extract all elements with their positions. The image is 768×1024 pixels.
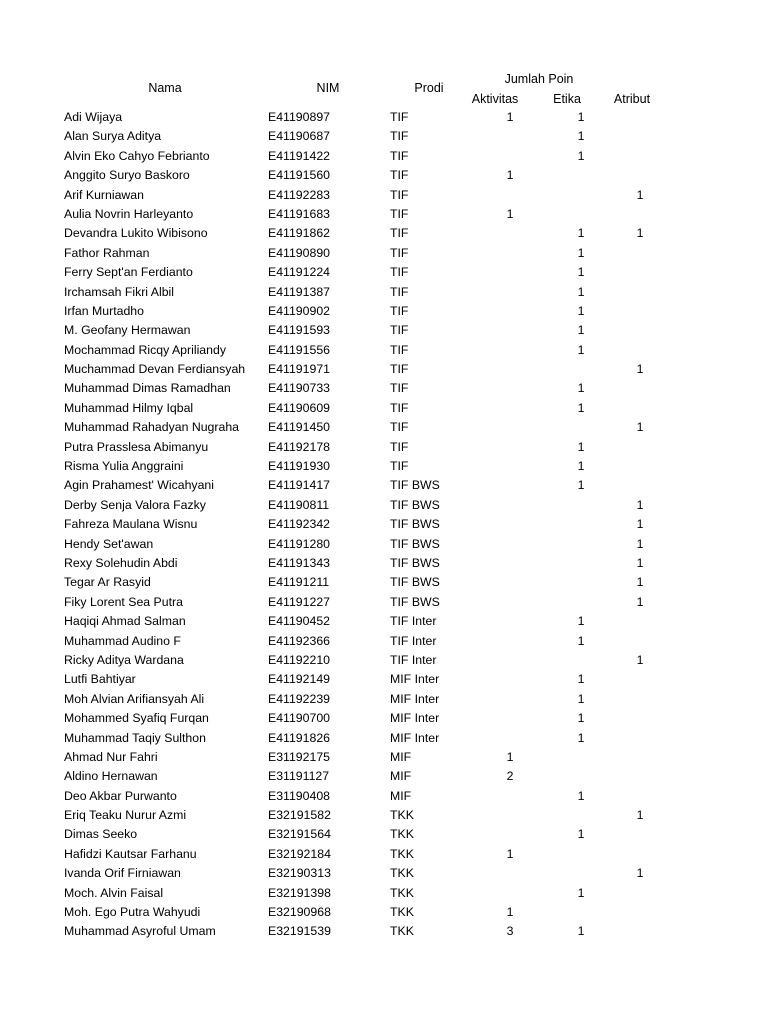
cell-etika: 1 <box>577 323 585 338</box>
cell-nim: E41191422 <box>268 148 331 163</box>
cell-nim: E41190687 <box>268 129 331 144</box>
cell-nama: Lutfi Bahtiyar <box>64 672 136 687</box>
cell-nama: Aulia Novrin Harleyanto <box>64 206 194 221</box>
table-row <box>0 825 768 844</box>
cell-nama: Eriq Teaku Nurur Azmi <box>64 808 187 823</box>
cell-atribut: 1 <box>636 187 644 202</box>
cell-prodi: MIF <box>390 788 412 803</box>
table-row <box>0 476 768 495</box>
cell-prodi: TIF <box>390 129 409 144</box>
cell-atribut: 1 <box>636 420 644 435</box>
cell-etika: 1 <box>577 788 585 803</box>
cell-prodi: TKK <box>390 885 414 900</box>
cell-nim: E41191862 <box>268 226 331 241</box>
cell-etika: 1 <box>577 614 585 629</box>
cell-atribut: 1 <box>636 866 644 881</box>
cell-etika: 1 <box>577 342 585 357</box>
cell-etika: 1 <box>577 381 585 396</box>
table-row <box>0 593 768 612</box>
cell-prodi: TIF Inter <box>390 633 437 648</box>
cell-nim: E32191564 <box>268 827 331 842</box>
cell-atribut: 1 <box>636 808 644 823</box>
cell-nama: Deo Akbar Purwanto <box>64 788 177 803</box>
cell-prodi: TIF BWS <box>390 594 440 609</box>
table-row <box>0 438 768 457</box>
cell-prodi: TIF <box>390 206 409 221</box>
table-row <box>0 787 768 806</box>
cell-atribut: 1 <box>636 362 644 377</box>
cell-nim: E41192366 <box>268 633 331 648</box>
cell-nim: E41191556 <box>268 342 331 357</box>
cell-prodi: TIF BWS <box>390 478 440 493</box>
cell-nama: Anggito Suryo Baskoro <box>64 168 190 183</box>
table-row <box>0 166 768 185</box>
cell-nama: Mochammad Ricqy Apriliandy <box>64 342 226 357</box>
cell-etika: 1 <box>577 827 585 842</box>
cell-etika: 1 <box>577 284 585 299</box>
cell-etika: 1 <box>577 148 585 163</box>
cell-nim: E32192184 <box>268 846 331 861</box>
table-row <box>0 457 768 476</box>
cell-etika: 1 <box>577 303 585 318</box>
cell-nim: E41191280 <box>268 536 331 551</box>
cell-nim: E31191127 <box>268 769 330 784</box>
cell-prodi: TIF Inter <box>390 614 437 629</box>
table-row <box>0 341 768 360</box>
table-row <box>0 806 768 825</box>
header-etika: Etika <box>553 92 581 106</box>
header-atribut: Atribut <box>613 92 651 106</box>
cell-nim: E41191971 <box>268 362 331 377</box>
cell-nama: Muchammad Devan Ferdiansyah <box>64 362 246 377</box>
cell-prodi: MIF Inter <box>390 730 440 745</box>
cell-atribut: 1 <box>636 226 644 241</box>
cell-prodi: TIF BWS <box>390 555 440 570</box>
table-row <box>0 651 768 670</box>
table-row <box>0 321 768 340</box>
cell-nama: Hendy Set'awan <box>64 536 154 551</box>
cell-atribut: 1 <box>636 575 644 590</box>
cell-nama: Irfan Murtadho <box>64 303 144 318</box>
table-row <box>0 709 768 728</box>
cell-etika: 1 <box>577 226 585 241</box>
cell-nama: Risma Yulia Anggraini <box>64 459 184 474</box>
table-row <box>0 922 768 941</box>
cell-prodi: TIF <box>390 381 409 396</box>
cell-etika: 1 <box>577 711 585 726</box>
cell-nim: E41191593 <box>268 323 331 338</box>
cell-nim: E41191417 <box>268 478 331 493</box>
header-nim: NIM <box>316 81 340 95</box>
table-row <box>0 147 768 166</box>
cell-nama: Tegar Ar Rasyid <box>64 575 151 590</box>
cell-atribut: 1 <box>636 497 644 512</box>
cell-nama: Adi Wijaya <box>64 110 123 124</box>
table-row <box>0 670 768 689</box>
cell-nim: E41192342 <box>268 517 331 532</box>
cell-etika: 1 <box>577 265 585 280</box>
table-row <box>0 418 768 437</box>
cell-nim: E41190452 <box>268 614 331 629</box>
cell-nim: E32191398 <box>268 885 331 900</box>
cell-prodi: TIF <box>390 439 409 454</box>
cell-etika: 1 <box>577 672 585 687</box>
cell-nama: Haqiqi Ahmad Salman <box>64 614 186 629</box>
cell-nama: Aldino Hernawan <box>64 769 158 784</box>
cell-prodi: TIF BWS <box>390 497 440 512</box>
cell-etika: 1 <box>577 885 585 900</box>
cell-nama: Hafidzi Kautsar Farhanu <box>64 846 197 861</box>
cell-etika: 1 <box>577 478 585 493</box>
cell-nim: E41191560 <box>268 168 331 183</box>
cell-atribut: 1 <box>636 517 644 532</box>
table-row <box>0 729 768 748</box>
cell-nim: E41192178 <box>268 439 331 454</box>
cell-nim: E41191211 <box>268 575 330 590</box>
cell-aktivitas: 1 <box>506 749 514 764</box>
header-aktivitas: Aktivitas <box>471 92 519 106</box>
cell-nama: Ivanda Orif Firniawan <box>64 866 181 881</box>
table-row <box>0 864 768 883</box>
cell-nim: E32191539 <box>268 924 331 939</box>
cell-prodi: TIF <box>390 187 409 202</box>
cell-etika: 1 <box>577 730 585 745</box>
cell-aktivitas: 2 <box>506 769 514 784</box>
table-row <box>0 496 768 515</box>
table-row <box>0 884 768 903</box>
cell-prodi: TIF <box>390 265 409 280</box>
cell-nama: Devandra Lukito Wibisono <box>64 226 208 241</box>
cell-prodi: TIF <box>390 110 409 124</box>
cell-aktivitas: 1 <box>506 168 514 183</box>
table-row <box>0 748 768 767</box>
header-prodi: Prodi <box>414 81 444 95</box>
table-row <box>0 263 768 282</box>
cell-etika: 1 <box>577 924 585 939</box>
cell-prodi: MIF <box>390 769 412 784</box>
cell-nim: E41190700 <box>268 711 331 726</box>
cell-prodi: TIF <box>390 400 409 415</box>
cell-prodi: TIF <box>390 148 409 163</box>
cell-etika: 1 <box>577 439 585 454</box>
cell-prodi: TIF <box>390 168 409 183</box>
table-row <box>0 399 768 418</box>
cell-nama: Alan Surya Aditya <box>64 129 162 144</box>
table-body <box>0 108 768 942</box>
cell-prodi: TKK <box>390 846 414 861</box>
cell-prodi: TIF BWS <box>390 536 440 551</box>
table-row <box>0 535 768 554</box>
table-row <box>0 379 768 398</box>
cell-nim: E41191683 <box>268 206 331 221</box>
cell-etika: 1 <box>577 459 585 474</box>
cell-prodi: TIF <box>390 420 409 435</box>
table-row <box>0 903 768 922</box>
cell-nim: E41191450 <box>268 420 331 435</box>
cell-nama: Moch. Alvin Faisal <box>64 885 164 900</box>
table-row <box>0 186 768 205</box>
cell-prodi: MIF Inter <box>390 672 440 687</box>
cell-nama: Dimas Seeko <box>64 827 138 842</box>
cell-nama: Moh Alvian Arifiansyah Ali <box>64 691 205 706</box>
cell-nim: E41190902 <box>268 303 331 318</box>
cell-nim: E41191387 <box>268 284 331 299</box>
cell-nim: E41190609 <box>268 400 331 415</box>
table-row <box>0 767 768 786</box>
cell-nim: E41192149 <box>268 672 331 687</box>
cell-prodi: TKK <box>390 808 414 823</box>
cell-nim: E32190313 <box>268 866 331 881</box>
cell-prodi: TKK <box>390 905 414 920</box>
cell-nim: E41191227 <box>268 594 331 609</box>
cell-etika: 1 <box>577 245 585 260</box>
header-nama: Nama <box>148 81 182 95</box>
cell-nim: E41190811 <box>268 497 330 512</box>
cell-nim: E41190890 <box>268 245 331 260</box>
cell-atribut: 1 <box>636 652 644 667</box>
cell-nama: Ricky Aditya Wardana <box>64 652 184 667</box>
cell-atribut: 1 <box>636 536 644 551</box>
cell-prodi: TKK <box>390 866 414 881</box>
cell-nim: E31190408 <box>268 788 331 803</box>
table-row <box>0 283 768 302</box>
cell-nim: E41191826 <box>268 730 331 745</box>
cell-nim: E41192210 <box>268 652 331 667</box>
cell-prodi: TIF BWS <box>390 575 440 590</box>
cell-nama: Muhammad Hilmy Iqbal <box>64 400 194 415</box>
table-row <box>0 515 768 534</box>
table-row <box>0 554 768 573</box>
table-row <box>0 244 768 263</box>
cell-nim: E41192283 <box>268 187 331 202</box>
cell-aktivitas: 1 <box>506 206 514 221</box>
cell-nama: Muhammad Taqiy Sulthon <box>64 730 206 745</box>
cell-aktivitas: 3 <box>506 924 514 939</box>
table-row <box>0 690 768 709</box>
cell-nim: E31192175 <box>268 749 331 764</box>
table-row <box>0 612 768 631</box>
cell-etika: 1 <box>577 129 585 144</box>
header-jumlah-poin: Jumlah Poin <box>504 72 574 86</box>
cell-nama: Irchamsah Fikri Albil <box>64 284 175 299</box>
cell-nama: M. Geofany Hermawan <box>64 323 191 338</box>
cell-prodi: TIF <box>390 342 409 357</box>
cell-nim: E41190897 <box>268 110 331 124</box>
cell-nama: Fiky Lorent Sea Putra <box>64 594 183 609</box>
cell-nama: Alvin Eko Cahyo Febrianto <box>64 148 210 163</box>
cell-nama: Rexy Solehudin Abdi <box>64 555 178 570</box>
cell-prodi: TIF <box>390 303 409 318</box>
cell-nim: E41190733 <box>268 381 331 396</box>
cell-nama: Fathor Rahman <box>64 245 150 260</box>
cell-prodi: TIF <box>390 459 409 474</box>
cell-prodi: TIF <box>390 226 409 241</box>
cell-nim: E41192239 <box>268 691 331 706</box>
cell-prodi: MIF Inter <box>390 711 440 726</box>
cell-prodi: TKK <box>390 827 414 842</box>
cell-nim: E41191343 <box>268 555 331 570</box>
cell-prodi: TIF BWS <box>390 517 440 532</box>
cell-etika: 1 <box>577 400 585 415</box>
cell-nim: E41191930 <box>268 459 331 474</box>
cell-nama: Fahreza Maulana Wisnu <box>64 517 198 532</box>
table-row <box>0 302 768 321</box>
cell-nama: Ahmad Nur Fahri <box>64 749 158 764</box>
table-row <box>0 845 768 864</box>
cell-aktivitas: 1 <box>506 846 514 861</box>
cell-prodi: TKK <box>390 924 414 939</box>
cell-nama: Moh. Ego Putra Wahyudi <box>64 905 201 920</box>
table-row <box>0 108 768 127</box>
cell-prodi: TIF Inter <box>390 652 437 667</box>
cell-etika: 1 <box>577 633 585 648</box>
cell-prodi: MIF <box>390 749 412 764</box>
cell-atribut: 1 <box>636 594 644 609</box>
cell-nama: Arif Kurniawan <box>64 187 144 202</box>
table-row <box>0 632 768 651</box>
cell-etika: 1 <box>577 691 585 706</box>
cell-aktivitas: 1 <box>506 110 514 124</box>
cell-prodi: TIF <box>390 323 409 338</box>
cell-nama: Muhammad Asyroful Umam <box>64 924 216 939</box>
table-row <box>0 224 768 243</box>
table-row <box>0 127 768 146</box>
table-row <box>0 205 768 224</box>
cell-aktivitas: 1 <box>506 905 514 920</box>
table-row <box>0 360 768 379</box>
cell-nim: E32191582 <box>268 808 331 823</box>
cell-nama: Muhammad Dimas Ramadhan <box>64 381 231 396</box>
cell-prodi: TIF <box>390 362 409 377</box>
cell-prodi: TIF <box>390 284 409 299</box>
cell-nama: Muhammad Rahadyan Nugraha <box>64 420 239 435</box>
cell-nama: Putra Prasslesa Abimanyu <box>64 439 209 454</box>
cell-nama: Ferry Sept'an Ferdianto <box>64 265 193 280</box>
cell-nim: E41191224 <box>268 265 331 280</box>
cell-prodi: TIF <box>390 245 409 260</box>
cell-etika: 1 <box>577 110 585 124</box>
cell-prodi: MIF Inter <box>390 691 440 706</box>
cell-atribut: 1 <box>636 555 644 570</box>
cell-nama: Derby Senja Valora Fazky <box>64 497 206 512</box>
cell-nama: Agin Prahamest' Wicahyani <box>64 478 214 493</box>
table-row <box>0 573 768 592</box>
cell-nama: Mohammed Syafiq Furqan <box>64 711 209 726</box>
cell-nim: E32190968 <box>268 905 331 920</box>
cell-nama: Muhammad Audino F <box>64 633 181 648</box>
